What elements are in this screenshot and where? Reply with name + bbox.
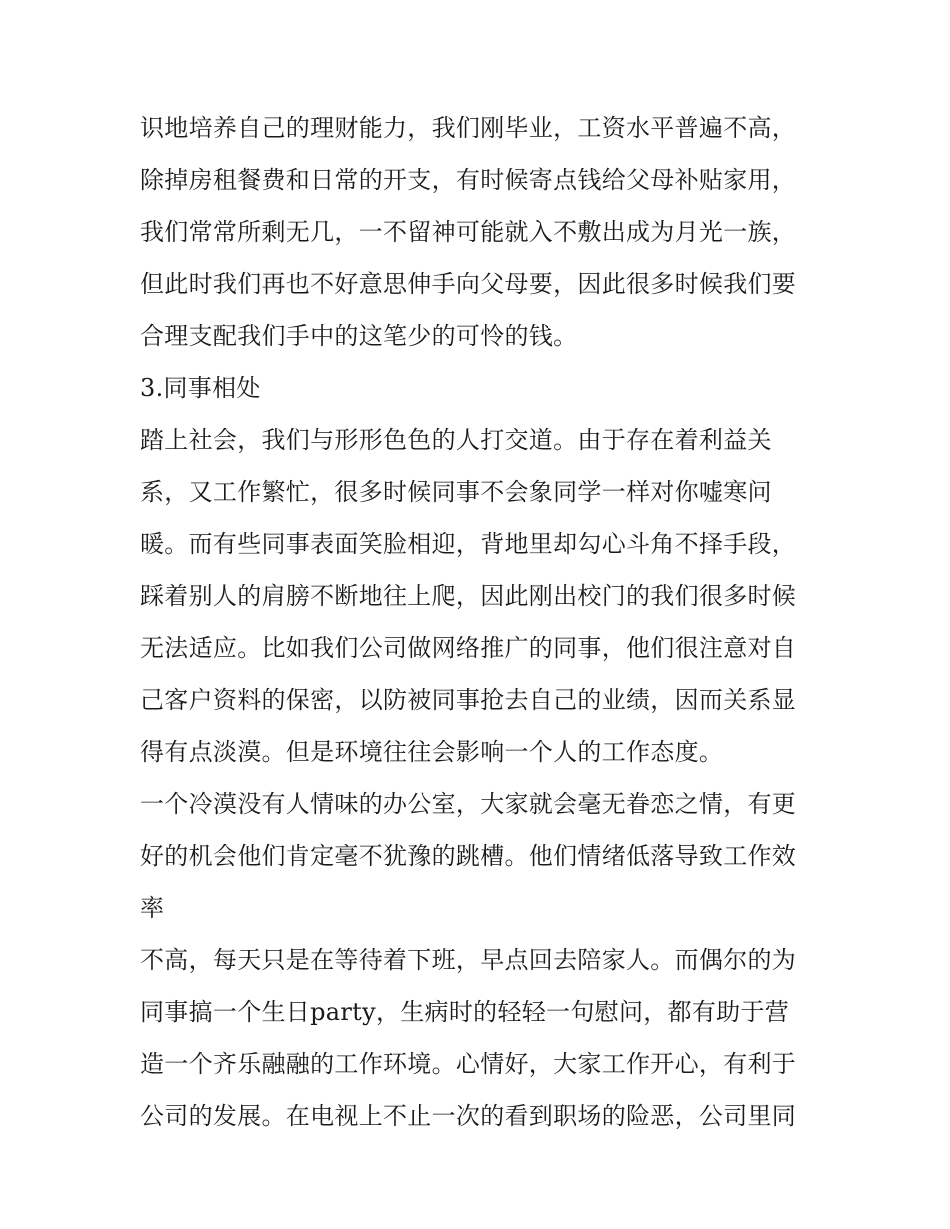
text-line: 识地培养自己的理财能力，我们刚毕业，工资水平普遍不高， [140, 114, 797, 142]
text-line: 率 [140, 894, 165, 922]
text-line: 得有点淡漠。但是环境往往会影响一个人的工作态度。 [140, 738, 724, 766]
section-heading: 3.同事相处 [140, 374, 261, 402]
text-line: 我们常常所剩无几，一不留神可能就入不敷出成为月光一族， [140, 218, 797, 246]
text-line: 同事搞一个生日party，生病时的轻轻一句慰问，都有助于营 [140, 998, 790, 1026]
text-line: 暖。而有些同事表面笑脸相迎，背地里却勾心斗角不择手段， [140, 530, 797, 558]
text-line: 踏上社会，我们与形形色色的人打交道。由于存在着利益关 [140, 426, 772, 454]
text-line: 合理支配我们手中的这笔少的可怜的钱。 [140, 322, 578, 350]
text-line: 系，又工作繁忙，很多时候同事不会象同学一样对你嘘寒问 [140, 478, 772, 506]
text-line: 踩着别人的肩膀不断地往上爬，因此刚出校门的我们很多时候 [140, 582, 797, 610]
text-line: 一个冷漠没有人情味的办公室，大家就会毫无眷恋之情，有更 [140, 790, 797, 818]
text-line: 造一个齐乐融融的工作环境。心情好，大家工作开心，有利于 [140, 1050, 797, 1078]
body-text [140, 102, 830, 1142]
text-line: 好的机会他们肯定毫不犹豫的跳槽。他们情绪低落导致工作效 [140, 842, 797, 870]
text-line: 公司的发展。在电视上不止一次的看到职场的险恶，公司里同 [140, 1102, 797, 1130]
text-line: 无法适应。比如我们公司做网络推广的同事，他们很注意对自 [140, 634, 797, 662]
text-line: 不高，每天只是在等待着下班，早点回去陪家人。而偶尔的为 [140, 946, 797, 974]
text-line: 但此时我们再也不好意思伸手向父母要，因此很多时候我们要 [140, 270, 797, 298]
text-line: 己客户资料的保密，以防被同事抢去自己的业绩，因而关系显 [140, 686, 797, 714]
text-line: 除掉房租餐费和日常的开支，有时候寄点钱给父母补贴家用， [140, 166, 797, 194]
